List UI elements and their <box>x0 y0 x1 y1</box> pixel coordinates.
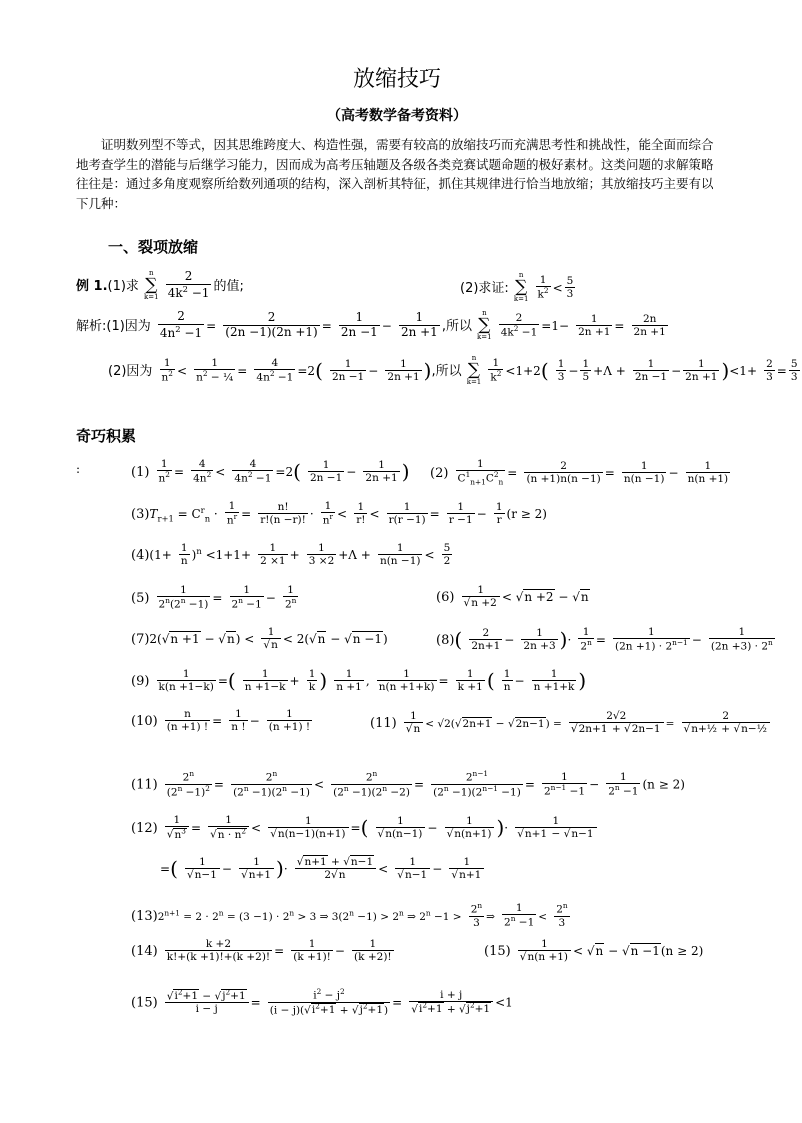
formula-15b: (15) $\frac{√i^2+1 - √j^2+1}{i - j}$ = $\frac{i^2 - j^2}{(i - j)(√i^2+1 + √j^2+1)}$ = $\frac{i + j}{√i^2+1 + √j^2+1}$ <1 <box>131 987 513 1017</box>
formula-5: (5) $\frac{1}{2^n(2^n -1)}$ = $\frac{1}{2^n -1}$ − $\frac{1}{2^n}$ <box>131 584 297 611</box>
formula-13: $(13)2^{n+1} = 2 \cdot 2^n = (3 -1) \cdot 2^n > 3$ ⇒ $3(2^n -1) > 2^n$ ⇒ $2^n -1$ > $\frac{2^n}{3}$ ⇒ $\frac{1}{2^n -1}$ < $\frac{2^n}{3}$ <box>131 901 568 929</box>
ex1-part2-prefix: (2)求证: <box>460 281 509 296</box>
colon-mark: : <box>76 462 81 476</box>
formula-3: $(3)T_{r+1} = C^r_n$ · $\frac{1}{n^r}$ = $\frac{n!}{r!(n -r)!}$ · $\frac{1}{n^r}$ < $\frac{1}{r!}$ < $\frac{1}{r(r -1)}$ = $\frac{1}{r -1}$ − $\frac{1}{r}$ (r ≥ 2) <box>131 500 547 527</box>
example-label: 例 1. <box>76 279 108 294</box>
formula-4: (4)(1+ $\frac{1}{n}$ )$^n$ <1+1+ $\frac{1}{2 \times 1}$ + $\frac{1}{3 \times 2}$ +Λ + $\frac{1}{n(n -1)}$ < $\frac{5}{2}$ <box>131 542 451 568</box>
formula-9: (9) $\frac{1}{k(n +1-k)}$ =( $\frac{1}{n +1-k}$ + $\frac{1}{k}$ ) $\frac{1}{n +1}$ , $\frac{1}{n(n +1+k)}$ = $\frac{1}{k +1}$ ( $\frac{1}{n}$ − $\frac{1}{n +1+k}$ ) <box>131 668 587 694</box>
formula-15a: (15) $\frac{1}{√n(n +1)}$ < √n − √n −1(n ≥ 2) <box>484 938 704 964</box>
formula-12-line1: (12) $\frac{1}{√n^3}$ = $\frac{1}{√n \cdot n^2}$ < $\frac{1}{√n(n-1)(n+1)}$ =( $\frac{1}{√n(n-1)}$ − $\frac{1}{√n(n+1)}$ )· $\frac{1}{√n+1 - √n-1}$ <box>131 814 599 841</box>
ex1-part1-prefix: (1)求 <box>107 279 139 294</box>
formula-6: (6) $\frac{1}{√n +2}$ < √n +2 − √n <box>436 584 589 610</box>
formula-1: (1) $\frac{1}{n^2}$ = $\frac{4}{4n^2}$ < $\frac{4}{4n^2 -1}$ =2( $\frac{1}{2n -1}$ − $\frac{1}{2n +1}$ ) <box>131 458 410 485</box>
intro-paragraph: 证明数列型不等式，因其思维跨度大、构造性强，需要有较高的放缩技巧而充满思考性和挑战性，能全面而综合地考查学生的潜能与后继学习能力，因而成为高考压轴题及各级各类竞赛试题命题的极好素材。这类问题的求解策略往往是：通过多角度观察所给数列通项的结构，深入剖析其特征，抓住其规律进行恰当地放缩；其放缩技巧主要有以下几种： <box>76 137 714 211</box>
formula-11a: (11) $\frac{1}{√n}$ < √2(√2n+1 − √2n−1) = $\frac{2√2}{√2n+1 + √2n-1}$ = $\frac{2}{\text{√n+½ + √n−½}}$ <box>370 710 772 735</box>
formula-7: (7)2(√n +1 − √n) < $\frac{1}{√n}$ < 2(√n − √n −1) <box>131 626 388 652</box>
example-1-part1: 例 1.(1)求 n ∑ k=1 $\frac{2}{4k^2 -1}$ 的值; <box>76 269 244 301</box>
sol2-mid: ,所以 <box>431 364 462 379</box>
page-subtitle: （高考数学备考资料） <box>327 108 467 124</box>
section-heading-qi-qiao: 奇巧积累 <box>76 427 137 445</box>
formula-14: (14) $\frac{k +2}{k!+(k +1)!+(k +2)!}$ = $\frac{1}{(k +1)!}$ − $\frac{1}{(k +2)!}$ <box>131 938 392 964</box>
formula-11b: (11) $\frac{2^n}{(2^n -1)^2}$ = $\frac{2^n}{(2^n -1)(2^n -1)}$ < $\frac{2^n}{(2^n -1)(2^n -2)}$ = $\frac{2^{n-1}}{(2^n -1)(2^{n-1} -1)}$ = $\frac{1}{2^{n-1} -1}$ − $\frac{1}{2^n -1}$ (n ≥ 2) <box>131 769 685 799</box>
sol1-mid: ,所以 <box>441 319 472 334</box>
sol2-prefix: (2)因为 <box>108 364 153 379</box>
example-1-part2: (2)求证: n ∑ k=1 $\frac{1}{k^2}$ < $\frac{5}{3}$ <box>460 271 574 303</box>
formula-10: (10) $\frac{n}{(n +1) !}$ = $\frac{1}{n !}$ − $\frac{1}{(n +1) !}$ <box>131 708 311 734</box>
section-heading-lie-xiang: 一、裂项放缩 <box>108 238 199 256</box>
ex1-part1-suffix: 的值; <box>213 279 244 294</box>
page-title: 放缩技巧 <box>352 67 441 92</box>
formula-2: (2) $\frac{1}{C^1_{n+1}C^2_n}$ = $\frac{2}{(n +1)n(n -1)}$ = $\frac{1}{n(n -1)}$ − $\frac{1}{n(n +1)}$ <box>430 458 729 487</box>
formula-12-line2: =( $\frac{1}{√n-1}$ − $\frac{1}{√n+1}$ )· $\frac{√n+1 + √n-1}{2√n}$ < $\frac{1}{√n-1}$ − $\frac{1}{√n+1}$ <box>160 856 486 881</box>
solution-part2: (2)因为 $\frac{1}{n^2}$ < $\frac{1}{n^2 - \frac{1}{4}}$ = $\frac{4}{4n^2 -1}$ =2( $\frac{1}{2n -1}$ − $\frac{1}{2n +1}$ ),所以 n ∑ k=1 $\frac{1}{k^2}$ <1+2( $\frac{1}{3}$ − $\frac{1}{5}$ +Λ + $\frac{1}{2n -1}$ − $\frac{1}{2n +1}$ )<1+ $\frac{2}{3}$ = $\frac{5}{3}$ <box>108 354 798 386</box>
solution-part1: 解析:(1)因为 $\frac{2}{4n^2 -1}$ = $\frac{2}{(2n -1)(2n +1)}$ = $\frac{1}{2n -1}$ − $\frac{1}{2n +1}$ ,所以 n ∑ k=1 $\frac{2}{4k^2 -1}$ =1− $\frac{1}{2n +1}$ = $\frac{2n}{2n +1}$ <box>76 309 666 341</box>
formula-8: (8)( $\frac{2}{2n+1}$ − $\frac{1}{2n +3}$ )· $\frac{1}{2^n}$ = $\frac{1}{(2n +1) \cdot 2^{n-1}}$ − $\frac{1}{(2n +3) \cdot 2^n}$ <box>436 626 773 653</box>
solution-label: 解析:(1)因为 <box>76 319 151 334</box>
